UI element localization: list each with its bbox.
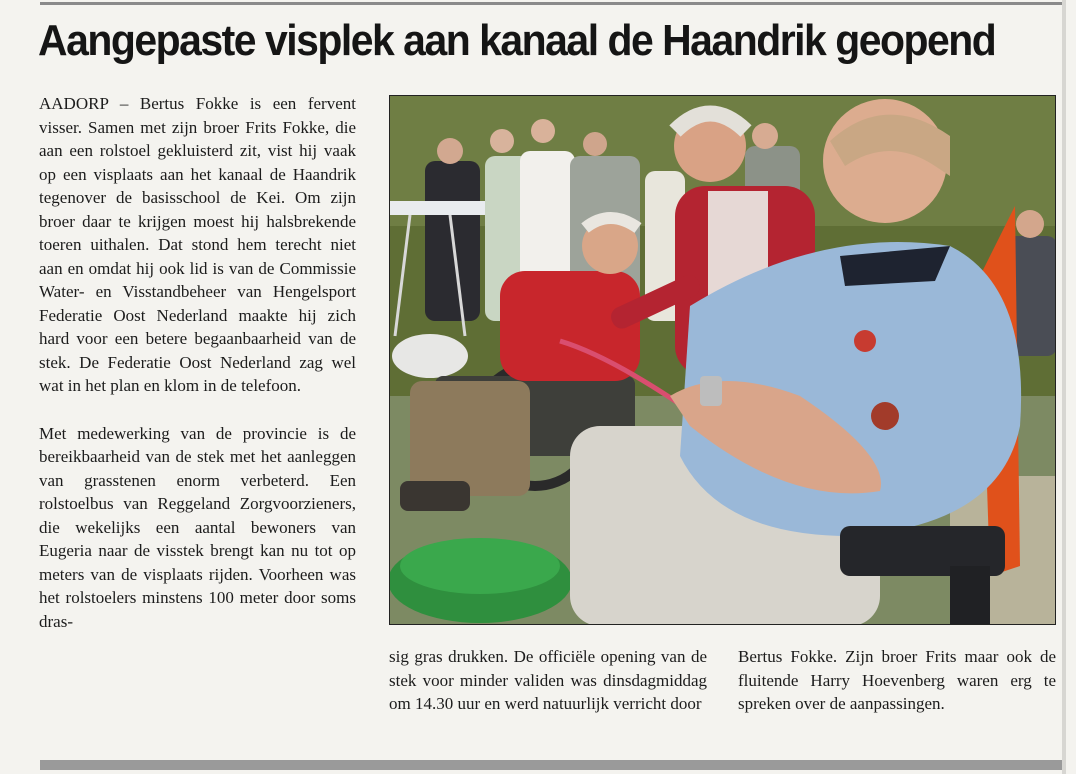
headline: Aangepaste visplek aan kanaal de Haandrik geopend xyxy=(38,16,996,65)
article-column-3 xyxy=(738,645,1056,716)
article-column-2 xyxy=(389,645,707,716)
paragraph-1: AADORP – Bertus Fokke is een fervent visser. Samen met zijn broer Frits Fokke, die aan een rolstoel gekluisterd zit, vist hij vaak op een visplaats aan het kanaal de Haandrik tegenover de basisschool de Kei. Om zijn broer daar te krijgen moest hij halsbrekende toeren uithalen. Dat stond hem terecht niet aan en omdat hij ook lid is van de Commissie Water- en Visstandbeheer van Hengelsport Federatie Oost Nederland maakte hij zich hard voor een betere begaanbaarheid van de stek. De Federatie Oost Nederland zag wel wat in het plan en klom in de telefoon. xyxy=(39,94,356,395)
bottom-rule xyxy=(40,760,1062,770)
page-edge xyxy=(1062,0,1066,774)
paragraph-4: Bertus Fokke. Zijn broer Frits maar ook de fluitende Harry Hoevenberg waren erg te spreken over de aanpassingen. xyxy=(738,647,1056,713)
top-rule xyxy=(40,2,1062,5)
paragraph-3: sig gras drukken. De officiële opening van de stek voor minder validen was dinsdagmiddag om 14.30 uur en werd natuurlijk verricht door xyxy=(389,647,707,713)
paragraph-2: Met medewerking van de provincie is de bereikbaarheid van de stek met het aanleggen van grasstenen enorm verbeterd. Een rolstoelbus van Reggeland Zorgvoorzieners, die wekelijks een aantal bewoners van Eugeria naar de visstek brengt kan nu tot op meters van de visplaats rijden. Voorheen was het rolstoelers minstens 100 meter door soms dras- xyxy=(39,423,356,631)
article-column-1 xyxy=(39,92,356,633)
photo-illustration xyxy=(390,96,1056,625)
article-photo xyxy=(389,95,1056,625)
